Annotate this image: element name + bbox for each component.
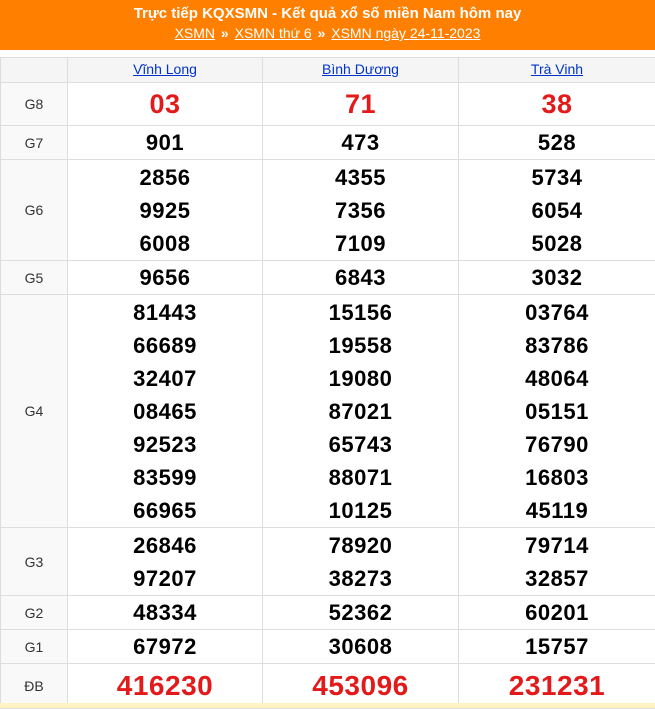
prize-number: 76790 xyxy=(459,428,655,461)
corner-cell xyxy=(1,58,68,83)
prize-number: 3032 xyxy=(459,261,655,294)
prize-row xyxy=(1,160,655,261)
prize-number: 78920 xyxy=(263,529,458,562)
prize-label: G4 xyxy=(1,295,68,528)
breadcrumb-xsmn-friday[interactable]: XSMN thứ 6 xyxy=(235,25,312,41)
prize-number: 03 xyxy=(68,83,262,125)
prize-number: 83599 xyxy=(68,461,262,494)
prize-number: 65743 xyxy=(263,428,458,461)
prize-cell xyxy=(459,295,655,528)
prize-number: 15156 xyxy=(263,296,458,329)
page-title: Trực tiếp KQXSMN - Kết quả xổ số miền Nam hôm nay xyxy=(0,5,655,22)
prize-number: 79714 xyxy=(459,529,655,562)
prize-number: 45119 xyxy=(459,494,655,527)
prize-number: 9656 xyxy=(68,261,262,294)
prize-cell xyxy=(263,630,459,664)
prize-row xyxy=(1,261,655,295)
prize-number: 16803 xyxy=(459,461,655,494)
prize-row xyxy=(1,126,655,160)
prize-cell xyxy=(68,160,263,261)
special-prize-number: 416230 xyxy=(68,664,262,708)
prize-number: 32857 xyxy=(459,562,655,595)
prize-number: 83786 xyxy=(459,329,655,362)
prize-number: 5028 xyxy=(459,227,655,260)
prize-cell xyxy=(68,664,263,709)
prize-number: 05151 xyxy=(459,395,655,428)
prize-number: 66965 xyxy=(68,494,262,527)
prize-number: 88071 xyxy=(263,461,458,494)
prize-label: G2 xyxy=(1,596,68,630)
prize-cell xyxy=(459,160,655,261)
province-header-row xyxy=(1,58,655,83)
prize-cell xyxy=(68,261,263,295)
prize-label: G8 xyxy=(1,83,68,126)
prize-number: 4355 xyxy=(263,161,458,194)
prize-number: 32407 xyxy=(68,362,262,395)
prize-cell xyxy=(68,83,263,126)
prize-cell xyxy=(459,596,655,630)
prize-number: 26846 xyxy=(68,529,262,562)
prize-label: G3 xyxy=(1,528,68,596)
prize-number: 67972 xyxy=(68,630,262,663)
breadcrumb-separator: » xyxy=(221,25,229,41)
page-header xyxy=(0,0,655,50)
special-prize-number: 231231 xyxy=(459,664,655,708)
prize-label: G7 xyxy=(1,126,68,160)
prize-cell xyxy=(68,295,263,528)
prize-number: 48334 xyxy=(68,596,262,629)
prize-row xyxy=(1,664,655,709)
prize-number: 19558 xyxy=(263,329,458,362)
prize-label: G5 xyxy=(1,261,68,295)
prize-cell xyxy=(263,596,459,630)
breadcrumb xyxy=(0,25,655,41)
prize-cell xyxy=(459,664,655,709)
prize-cell xyxy=(263,261,459,295)
prize-number: 901 xyxy=(68,126,262,159)
prize-number: 19080 xyxy=(263,362,458,395)
prize-cell xyxy=(459,630,655,664)
prize-number: 9925 xyxy=(68,194,262,227)
prize-number: 7356 xyxy=(263,194,458,227)
prize-cell xyxy=(263,528,459,596)
prize-row xyxy=(1,596,655,630)
prize-number: 30608 xyxy=(263,630,458,663)
prize-number: 71 xyxy=(263,83,458,125)
prize-row xyxy=(1,295,655,528)
prize-number: 473 xyxy=(263,126,458,159)
prize-cell xyxy=(459,261,655,295)
prize-cell xyxy=(68,126,263,160)
prize-label: G1 xyxy=(1,630,68,664)
prize-cell xyxy=(459,528,655,596)
special-prize-number: 453096 xyxy=(263,664,458,708)
prize-number: 97207 xyxy=(68,562,262,595)
prize-number: 5734 xyxy=(459,161,655,194)
prize-row xyxy=(1,630,655,664)
prize-cell xyxy=(459,126,655,160)
prize-number: 66689 xyxy=(68,329,262,362)
province-link-tra-vinh[interactable]: Trà Vinh xyxy=(531,61,583,77)
prize-number: 03764 xyxy=(459,296,655,329)
prize-number: 60201 xyxy=(459,596,655,629)
bottom-strip xyxy=(0,703,655,708)
prize-row xyxy=(1,528,655,596)
prize-number: 08465 xyxy=(68,395,262,428)
prize-cell xyxy=(68,596,263,630)
prize-number: 7109 xyxy=(263,227,458,260)
prize-number: 6054 xyxy=(459,194,655,227)
prize-cell xyxy=(263,295,459,528)
prize-cell xyxy=(263,160,459,261)
prize-cell xyxy=(263,664,459,709)
breadcrumb-xsmn-date[interactable]: XSMN ngày 24-11-2023 xyxy=(331,25,480,41)
prize-label: ĐB xyxy=(1,664,68,709)
breadcrumb-separator: » xyxy=(318,25,326,41)
prize-number: 38 xyxy=(459,83,655,125)
results-table xyxy=(0,57,655,709)
prize-number: 92523 xyxy=(68,428,262,461)
prize-number: 52362 xyxy=(263,596,458,629)
province-link-vinh-long[interactable]: Vĩnh Long xyxy=(133,61,197,77)
prize-label: G6 xyxy=(1,160,68,261)
prize-row xyxy=(1,83,655,126)
prize-number: 2856 xyxy=(68,161,262,194)
prize-number: 6843 xyxy=(263,261,458,294)
province-link-binh-duong[interactable]: Bình Dương xyxy=(322,61,399,77)
prize-number: 528 xyxy=(459,126,655,159)
prize-number: 48064 xyxy=(459,362,655,395)
prize-number: 87021 xyxy=(263,395,458,428)
prize-cell xyxy=(263,126,459,160)
prize-number: 15757 xyxy=(459,630,655,663)
prize-cell xyxy=(263,83,459,126)
prize-number: 10125 xyxy=(263,494,458,527)
prize-number: 81443 xyxy=(68,296,262,329)
prize-cell xyxy=(68,630,263,664)
prize-number: 6008 xyxy=(68,227,262,260)
prize-cell xyxy=(68,528,263,596)
breadcrumb-xsmn[interactable]: XSMN xyxy=(175,25,215,41)
prize-cell xyxy=(459,83,655,126)
prize-number: 38273 xyxy=(263,562,458,595)
